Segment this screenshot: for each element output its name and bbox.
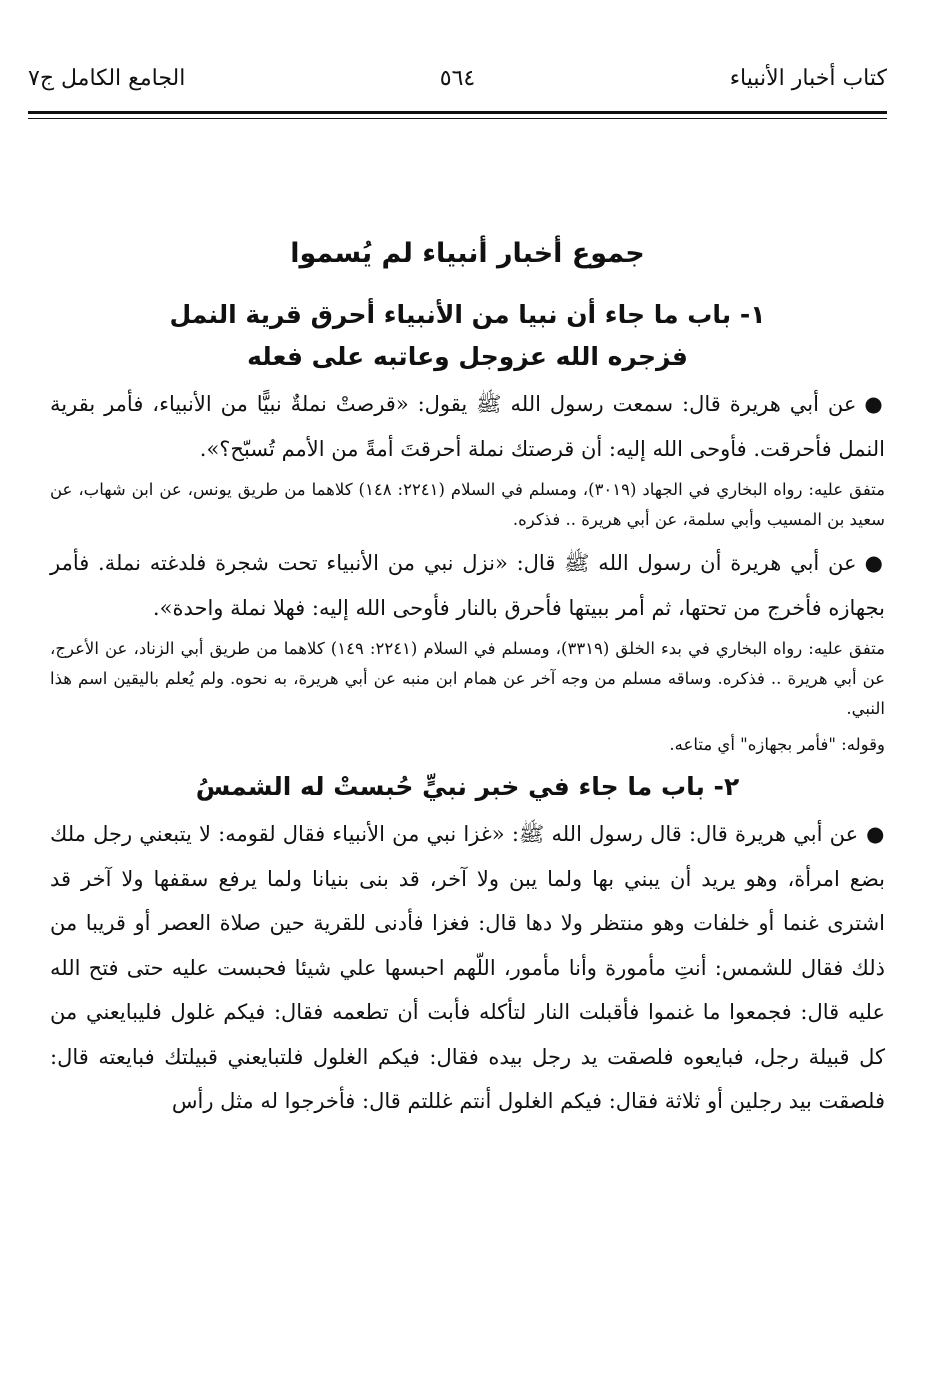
hadith-paragraph bbox=[50, 812, 885, 1124]
hadith-paragraph bbox=[50, 541, 885, 630]
takhrij-note: متفق عليه: رواه البخاري في بدء الخلق (٣٣١٩)، ومسلم في السلام (٢٢٤١: ١٤٩) كلاهما من طريق أبي الزناد، عن الأعرج، عن أبي هريرة .. فذكره. وساقه مسلم من وجه آخر عن همام ابن منبه عن أبي هريرة، به نحوه. ولم يُعلم باليقين اسم هذا النبي. bbox=[50, 639, 885, 718]
header-rule-thin bbox=[28, 118, 887, 119]
chapter-1-title-line-1: ١- باب ما جاء أن نبيا من الأنبياء أحرق قرية النمل bbox=[169, 300, 766, 329]
bullet-icon: ● bbox=[864, 551, 885, 575]
chapter-1-title-line-2: فزجره الله عزوجل وعاتبه على فعله bbox=[247, 342, 688, 371]
explanation-note: وقوله: "فأمر بجهازه" أي متاعه. bbox=[669, 735, 885, 754]
page-number: ٥٦٤ bbox=[439, 66, 476, 91]
section-heading: جموع أخبار أنبياء لم يُسموا bbox=[290, 238, 645, 269]
running-head bbox=[28, 66, 887, 106]
book-section-title: كتاب أخبار الأنبياء bbox=[729, 66, 887, 91]
bullet-icon: ● bbox=[864, 392, 886, 416]
bullet-icon: ● bbox=[866, 822, 885, 846]
hadith-paragraph bbox=[50, 382, 885, 471]
takhrij-note: متفق عليه: رواه البخاري في الجهاد (٣٠١٩)، ومسلم في السلام (٢٢٤١: ١٤٨) كلاهما من طريق يونس، عن ابن شهاب، عن سعيد بن المسيب وأبي سلمة، عن أبي هريرة .. فذكره. bbox=[50, 480, 885, 529]
hadith-text: عن أبي هريرة قال: سمعت رسول الله ﷺ يقول: «قرصتْ نملةٌ نبيًّا من الأنبياء، فأمر بقرية النمل فأحرقت. فأوحى الله إليه: أن قرصتك نملة أحرقتَ أمةً من الأمم تُسبّح؟». bbox=[50, 392, 885, 461]
hadith-text: عن أبي هريرة أن رسول الله ﷺ قال: «نزل نبي من الأنبياء تحت شجرة فلدغته نملة. فأمر بجهازه فأخرج من تحتها، ثم أمر ببيتها فأحرق بالنار فأوحى الله إليه: فهلا نملة واحدة». bbox=[50, 551, 885, 620]
header-rule-thick bbox=[28, 111, 887, 114]
hadith-text: عن أبي هريرة قال: قال رسول الله ﷺ: «غزا نبي من الأنبياء فقال لقومه: لا يتبعني رجل ملك بضع امرأة، وهو يريد أن يبني بها ولما يبن ولا آخر، قد بنى بنيانا ولما يرفع سقفها ولا آخر قد اشترى غنما أو خلفات وهو منتظر ولا دها قال: فغزا فأدنى للقرية حين صلاة العصر أو قريبا من ذلك فقال للشمس: أنتِ مأمورة وأنا مأمور، اللّهم احبسها علي شيئا فحبست عليه حتى فتح الله عليه قال: فجمعوا ما غنموا فأقبلت النار لتأكله فأبت أن تطعمه فقال: فيكم غلول فليبايعني من كل قبيلة رجل، فبايعوه فلصقت يد رجل بيده فقال: فيكم الغلول فلتبايعني قبيلتك فبايعته قال: فلصقت بيد رجلين أو ثلاثة فقال: فيكم الغلول أنتم غللتم قال: فأخرجوا له مثل رأس bbox=[50, 822, 885, 1113]
chapter-1-heading bbox=[50, 294, 885, 378]
page-body bbox=[50, 232, 885, 1128]
chapter-2-heading: ٢- باب ما جاء في خبر نبيٍّ حُبستْ له الشمسُ bbox=[195, 772, 740, 801]
book-volume-title: الجامع الكامل ج٧ bbox=[28, 66, 186, 91]
